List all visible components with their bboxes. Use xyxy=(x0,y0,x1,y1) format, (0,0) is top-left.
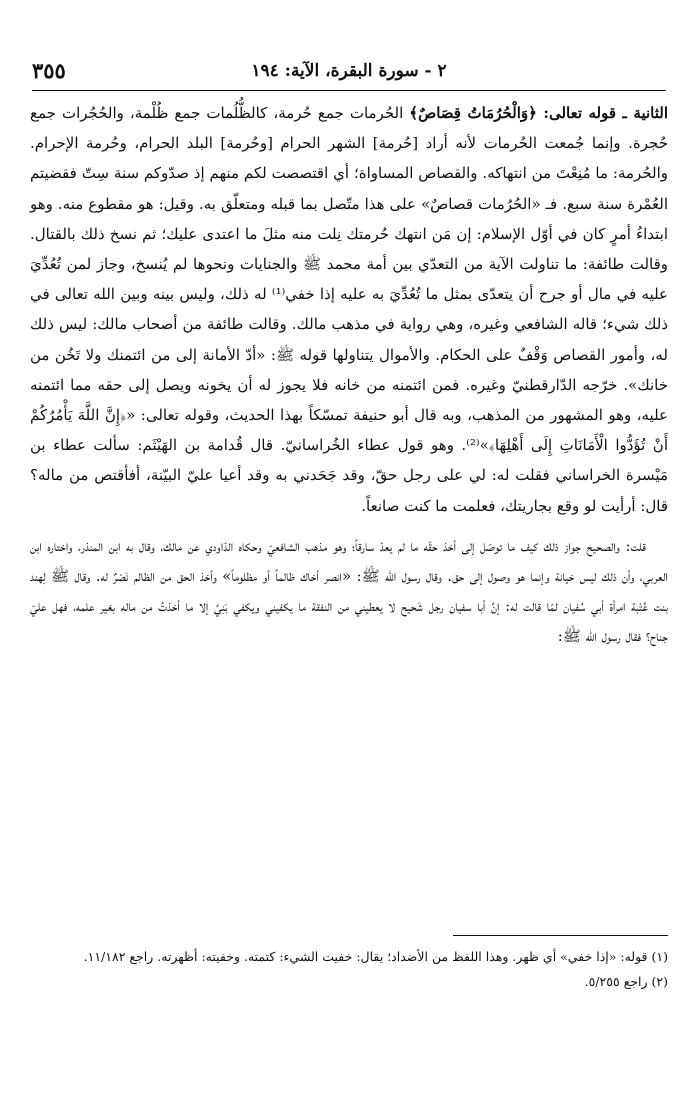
footnote-1: (١) قوله: «إذا خفي» أي ظهر. وهذا اللفظ من الأضداد؛ يقال: خفيت الشيء: كتمته. وخفيته: أظهرته. راجع ١١/١٨٢. xyxy=(83,949,668,964)
main-text xyxy=(30,98,668,662)
page-header xyxy=(32,58,666,92)
paragraph-2 xyxy=(30,531,668,652)
header-rule xyxy=(32,90,666,91)
footnote-rule xyxy=(453,935,668,936)
footnotes xyxy=(30,944,668,994)
paragraph-body: الحُرمات جمع حُرمة، كالظُّلُمات جمع ظُلْمة، والحُجُرات جمع حُجرة. وإنما جُمعت الحُرمات لأنه أراد [حُرمة] الشهر الحرام [وحُرمة] البلد الحرام، وحُرمة الإحرام. والحُرمة: ما مُنِعْتَ من انتهاكه. والقصاص المساواة؛ أي اقتصصت لكم منهم إذ صدّوكم سنة سِتّ فقضيتم العُمْرة سنة سبع. فـ «الحُرُمات قصاصٌ» على هذا متّصل بما قبله ومتعلّق به. وقيل: هو مقطوع منه. وهو ابتداءُ أمرٍ كان في أوّل الإسلام: إن مَن انتهك حُرمتك نِلت منه مثلَ ما اعتدى عليك؛ ثم نسخ ذلك بالقتال. وقالت طائفة: ما تناولت الآية من التعدّي بين أمة محمد ﷺ والجنايات ونحوها لم يُنسخ، وجاز لمن تُعُدِّيَ عليه في مال أو جرح أن يتعدّى بمثل ما تُعُدِّيَ به عليه إذا خفي⁽¹⁾ له ذلك، وليس بينه وبين الله تعالى في ذلك شيء؛ قاله الشافعي وغيره، وهي رواية في مذهب مالك. وقالت طائفة من أصحاب مالك: ليس ذلك له، وأمور القصاص وَقْفٌ على الحكام. والأموال يتناولها قوله ﷺ: «أدّ الأمانة إلى من ائتمنك ولا تَخُن من خانك». خرّجه الدّارقطنيّ وغيره. فمن ائتمنه من خانه فلا يجوز له أن يخونه ويصل إلى حقه مما ائتمنه عليه، وهو المشهور من المذهب، وبه قال أبو حنيفة تمسّكاً بهذا الحديث، وقوله تعالى: «﴿إِنَّ اللَّهَ يَأْمُرُكُمْ أَنْ تُؤَدُّوا الْأَمَانَاتِ إِلَى أَهْلِهَا﴾»⁽²⁾. وهو قول عطاء الخُراسانيّ. قال قُدامة بن الهَيْثَم: سألت عطاء بن مَيْسرة الخراساني فقلت له: لي على رجل حقّ، وقد جَحَدني به وقد أعيا عليّ البيّنة، أفأقتص من ماله؟ قال: أرأيت لو وقع بجاريتك، فعلمت ما كنت صانعاً. xyxy=(30,104,668,515)
quran-quote: ﴿وَالْحُرُمَاتُ قِصَاصٌ﴾ xyxy=(409,104,537,122)
footnote-2: (٢) راجع ٥/٢٥٥. xyxy=(584,974,668,989)
paragraph-body: قلت: والصحيح جواز ذلك كيف ما توصّل إلى أخذ حقّه ما لم يعدّ سارقاً؛ وهو مذهب الشافعيّ وحكاه الدّاودي عن مالك، وقال به ابن المنذر، واختاره ابن العربي، وأن ذلك ليس خيانة وإنما هو وصول إلى حق. وقال رسول الله ﷺ: «انصر أخاك ظالماً أو مظلوماً» وأخذ الحق من الظالم نَصْرٌ له. وقال ﷺ لِهند بنت عُتْبة امرأة أبي سُفيان لمّا قالت له: إنَّ أبا سفيان رجل شَحيح لا يعطيني من النفقة ما يكفيني ويكفي بَنِيَّ إلا ما أخذتُ من ماله بغير علمه، فهل عليّ جناح؟ فقال رسول الله ﷺ: xyxy=(30,536,668,646)
page-number: ٣٥٥ xyxy=(32,58,66,83)
paragraph-1 xyxy=(30,98,668,521)
section-lead: الثانية ـ قوله تعالى: xyxy=(536,104,668,122)
running-title: ٢ - سورة البقرة، الآية: ١٩٤ xyxy=(251,61,447,81)
